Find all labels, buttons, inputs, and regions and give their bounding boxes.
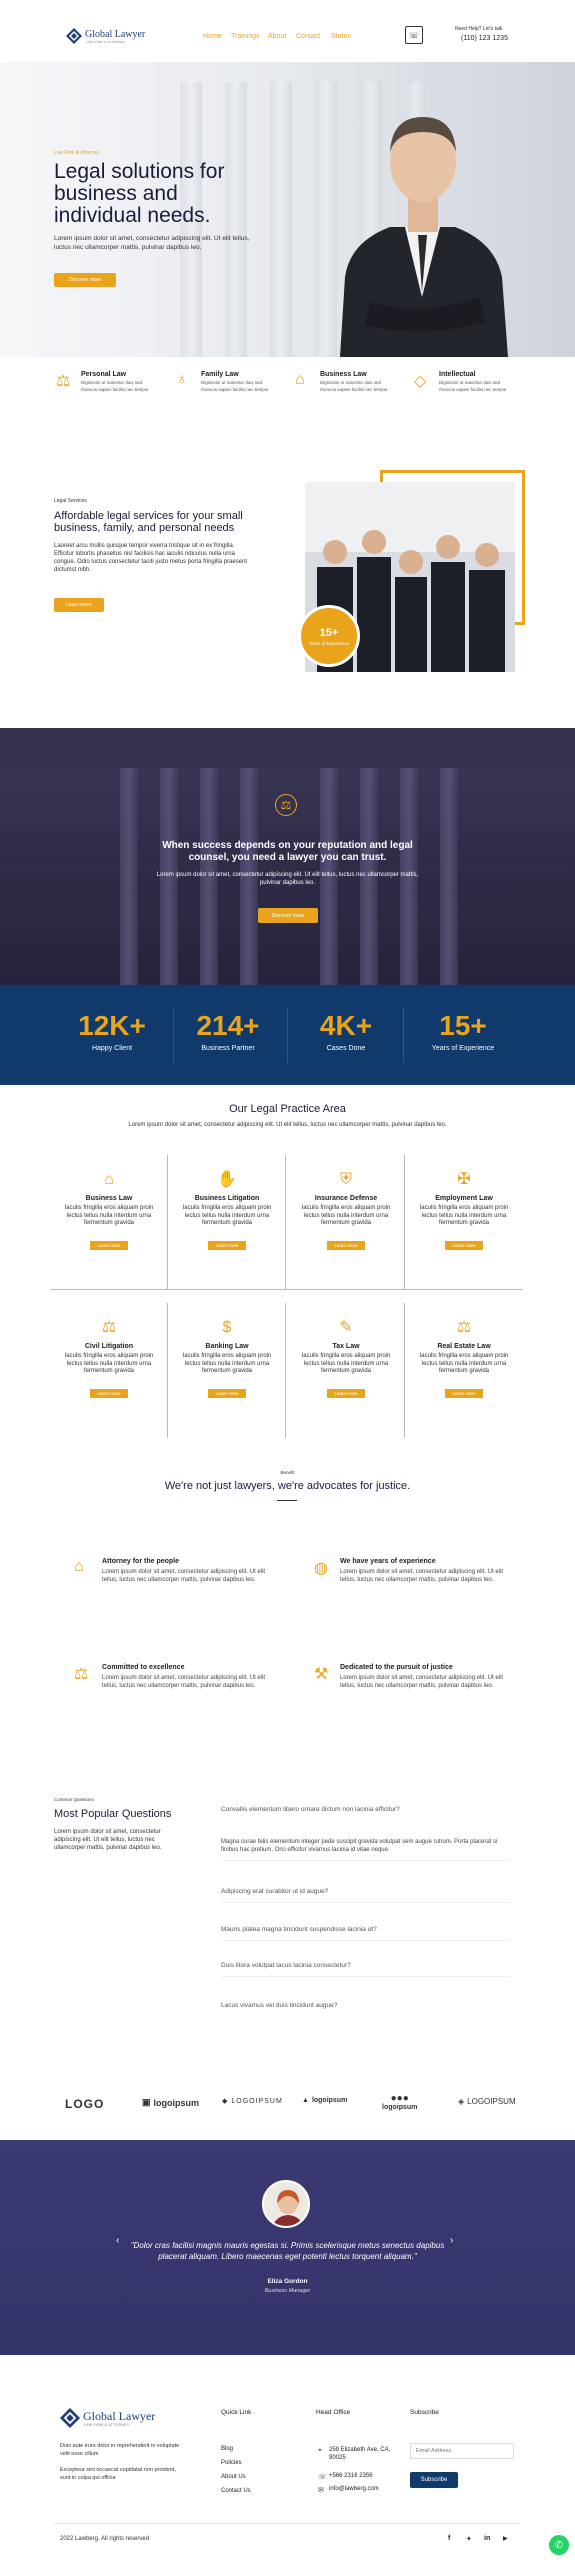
practice-card-desc: Iaculis fringilla eros aliquam proin lectus tellus nulla interdum urna fermentum gravida <box>301 1353 391 1374</box>
testimonial-section <box>0 2140 575 2355</box>
practice-card[interactable] <box>168 1303 286 1438</box>
call-phone[interactable]: (110) 123 1235 <box>461 35 508 42</box>
subscribe-email-input[interactable] <box>410 2443 514 2459</box>
practice-card-desc: Iaculis fringilla eros aliquam proin lectus tellus nulla interdum urna fermentum gravida <box>64 1205 154 1226</box>
banner-column <box>120 768 138 985</box>
family-icon: ♁ <box>176 371 188 388</box>
banner-title: When success depends on your reputation and legal counsel, you need a lawyer you can trust. <box>162 840 413 863</box>
faq-desc: Lorem ipsum dolor sit amet, consectetur adipiscing elit. Ut elit tellus, luctus nec ullamcorper mattis, pulvinar dapibus leo. <box>54 1829 162 1851</box>
practice-card-desc: Iaculis fringilla eros aliquam proin lectus tellus nulla interdum urna fermentum gravida <box>64 1353 154 1374</box>
stat-value: 4K+ <box>319 1010 373 1041</box>
advocate-item-title: Dedicated to the pursuit of justice <box>340 1664 453 1671</box>
stat-label: Years of Experience <box>431 1045 495 1052</box>
brand-tagline: LAW FIRM & ATTORNEY <box>86 40 126 44</box>
facebook-icon[interactable]: f <box>448 2535 451 2542</box>
footer-divider <box>54 2523 520 2524</box>
practice-card-title: Banking Law <box>205 1343 249 1350</box>
about-eyebrow: Legal Services <box>54 498 87 504</box>
practice-card-desc: Iaculis fringilla eros aliquam proin lectus tellus nulla interdum urna fermentum gravida <box>182 1353 272 1374</box>
advocates-section <box>0 1450 575 1750</box>
quick-link-item[interactable]: About Us <box>221 2474 246 2480</box>
twitter-icon[interactable]: ✦ <box>466 2536 472 2543</box>
service-title: Personal Law <box>81 371 127 378</box>
service-title: Family Law <box>201 371 239 378</box>
scales-icon: ⚖ <box>101 1319 117 1336</box>
testimonial-role: Business Manager <box>264 2288 311 2294</box>
service-desc: Dignissim ut nascetur duis sed rhoncus sapien facilisi nec tempor <box>81 380 149 392</box>
about-learn-more-button[interactable]: Learn more <box>54 598 104 612</box>
phone-icon: ☏ <box>318 2474 327 2481</box>
quick-link-item[interactable]: Contact Us <box>221 2488 251 2494</box>
footer-about-2: Excepteur sint occaecat cupidatat non proident, sunt in culpa qui officia <box>60 2467 176 2481</box>
stats-section <box>0 985 575 1085</box>
practice-card-title: Tax Law <box>332 1343 360 1350</box>
practice-card-button[interactable]: Learn more <box>90 1389 128 1398</box>
faq-divider <box>221 1902 511 1903</box>
brand-logo-icon[interactable] <box>66 28 82 44</box>
practice-card-title: Real Estate Law <box>437 1343 491 1350</box>
practice-card-button[interactable]: Learn more <box>445 1241 483 1250</box>
quick-link-item[interactable]: Policies <box>221 2460 242 2466</box>
faq-title: Most Popular Questions <box>54 1808 172 1820</box>
gavel-icon: ⚒ <box>314 1666 329 1683</box>
advocates-title: We're not just lawyers, we're advocates for justice. <box>164 1480 411 1492</box>
title-underline <box>277 1500 297 1501</box>
hero-bg-column <box>270 82 292 357</box>
faq-question[interactable]: Adipiscing erat curabitur ut id augue? <box>221 1888 329 1895</box>
practice-card[interactable] <box>405 1303 523 1438</box>
banner-discover-button[interactable]: Discover more <box>258 908 318 923</box>
practice-card-button[interactable]: Learn more <box>327 1241 365 1250</box>
partner-logo-text: LOGO <box>65 2097 105 2111</box>
advocate-item-desc: Lorem ipsum dolor sit amet, consectetur adipiscing elit. Ut elit tellus, luctus nec ullamcorper mattis, pulvinar dapibus leo. <box>102 1569 266 1583</box>
service-title: Business Law <box>320 371 367 378</box>
practice-card-button[interactable]: Learn more <box>90 1241 128 1250</box>
faq-question[interactable]: Convallis elementum libero ornare dictum non lacinia efficitur? <box>221 1806 400 1813</box>
practice-card[interactable] <box>287 1303 405 1438</box>
practice-card-button[interactable]: Learn more <box>327 1389 365 1398</box>
hero-section <box>0 62 575 357</box>
banner-desc: Lorem ipsum dolor sit amet, consectetur adipiscing elit. Ut elit tellus, luctus nec ullamcorper mattis, pulvinar dapibus leo. <box>156 872 419 886</box>
copyright: 2022 Lawberg. All rights reserved <box>60 2536 150 2542</box>
partner-logo-text: logoipsum <box>382 2104 418 2111</box>
nav-status[interactable]: Status <box>331 33 351 40</box>
building-icon: ⌂ <box>295 371 305 388</box>
logo-mark-icon: ▲ <box>302 2097 309 2104</box>
advocate-item-desc: Lorem ipsum dolor sit amet, consectetur adipiscing elit. Ut elit tellus, luctus nec ullamcorper mattis, pulvinar dapibus leo. <box>340 1569 504 1583</box>
footer-brand-name: Global Lawyer <box>83 2409 156 2423</box>
banner-pediment <box>0 728 575 768</box>
footer-about-1: Duis aute irure dolor in reprehenderit in voluptate velit esse cillum <box>60 2443 180 2457</box>
stat-value: 15+ <box>439 1010 487 1041</box>
nav-about[interactable]: About <box>268 33 287 40</box>
office-address: 259 Elizabeth Ave, CA, 90025 <box>329 2447 391 2461</box>
head-office-heading: Head Office <box>316 2409 351 2416</box>
next-arrow-icon[interactable]: › <box>450 2235 454 2246</box>
site-header <box>0 0 575 62</box>
advocate-item-title: Attorney for the people <box>102 1558 180 1565</box>
faq-answer: Magna curae felis elementum integer pede suscipit gravida volutpat sem augue rutrum. Porta placerat si finibus hac pretium. Orci efficitur vivamus lacinia id vitae neque. <box>221 1839 498 1853</box>
faq-question[interactable]: Duis litora volutpat lacus lacinia consectetur? <box>221 1962 351 1969</box>
footer-brand-tagline: LAW FIRM & ATTORNEY <box>84 2423 130 2427</box>
practice-section <box>0 1085 575 1450</box>
faq-question[interactable]: Lacus vivamus vel duis tincidunt augue? <box>221 2002 338 2009</box>
whatsapp-icon[interactable]: ✆ <box>549 2535 569 2555</box>
about-desc: Laoreet arcu mollis quisque tempor viverra tristique sit in ex fringilla. Efficitur lobortis phasellus nisl facilisis hac iaculis ridiculus nulla urna congue. Odio luctus consectetur taciti justo metus porta fringilla praesent dictumst nibh. <box>54 543 248 573</box>
service-desc: Dignissim ut nascetur duis sed rhoncus sapien facilisi nec tempor <box>320 380 388 392</box>
practice-card-title: Employment Law <box>435 1195 493 1202</box>
practice-card-button[interactable]: Learn more <box>445 1389 483 1398</box>
stat-value: 214+ <box>196 1010 260 1041</box>
advocate-item-title: We have years of experience <box>340 1558 436 1565</box>
shield-icon: ⛨ <box>339 1171 352 1188</box>
document-icon: ✎ <box>339 1319 353 1336</box>
office-email[interactable]: info@lawberg.com <box>329 2486 379 2492</box>
location-icon: ⌖ <box>318 2447 322 2454</box>
practice-card-desc: Iaculis fringilla eros aliquam proin lectus tellus nulla interdum urna fermentum gravida <box>301 1205 391 1226</box>
logo-mark-icon: ▣ <box>142 2097 151 2107</box>
call-label: Need Help? Let's talk <box>455 26 503 32</box>
practice-card-title: Business Litigation <box>194 1195 260 1202</box>
practice-card-desc: Iaculis fringilla eros aliquam proin lectus tellus nulla interdum urna fermentum gravida <box>419 1205 509 1226</box>
scales-icon: ⚖ <box>456 1319 472 1336</box>
stat-label: Cases Done <box>326 1045 366 1052</box>
practice-card-title: Insurance Defense <box>314 1195 378 1202</box>
partner-logo <box>458 2097 516 2106</box>
practice-card-button[interactable]: Learn more <box>208 1389 246 1398</box>
people-icon: ✠ <box>457 1171 471 1188</box>
experience-badge <box>298 605 360 667</box>
linkedin-icon[interactable]: in <box>484 2535 491 2542</box>
service-title: Intellectual <box>439 371 476 378</box>
practice-card[interactable] <box>168 1155 286 1290</box>
quick-link-heading: Quick Link <box>221 2409 252 2416</box>
handshake-icon: ✋ <box>217 1171 237 1188</box>
services-row <box>0 357 575 417</box>
advocate-item-title: Committed to excellence <box>102 1664 185 1671</box>
stat-value: 12K+ <box>78 1010 146 1041</box>
banner-column <box>440 768 458 985</box>
nav-home[interactable]: Home <box>203 33 222 40</box>
about-section <box>0 470 575 700</box>
practice-card[interactable] <box>50 1303 168 1438</box>
email-icon: ✉ <box>318 2487 324 2494</box>
logo-mark-icon: ◆ <box>222 2098 229 2105</box>
quick-link-item[interactable]: Blog <box>221 2446 234 2452</box>
logo-mark-icon: ◈ <box>458 2097 465 2106</box>
advocate-item-desc: Lorem ipsum dolor sit amet, consectetur adipiscing elit. Ut elit tellus, luctus nec ullamcorper mattis, pulvinar dapibus leo. <box>340 1675 504 1689</box>
practice-desc: Lorem ipsum dolor sit amet, consectetur adipiscing elit. Ut elit tellus, luctus nec ullamcorper mattis, pulvinar dapibus leo. <box>128 1122 447 1128</box>
practice-card[interactable] <box>50 1155 168 1290</box>
experience-badge-label: Years of Experience <box>308 640 350 646</box>
money-icon: $ <box>222 1319 232 1336</box>
partner-logos <box>0 2085 575 2135</box>
about-title: Affordable legal services for your small business, family, and personal needs <box>54 510 243 534</box>
partner-logo-text: LOGOIPSUM <box>231 2097 283 2105</box>
testimonial-avatar <box>262 2180 310 2228</box>
advocate-item-desc: Lorem ipsum dolor sit amet, consectetur adipiscing elit. Ut elit tellus, luctus nec ullamcorper mattis, pulvinar dapibus leo. <box>102 1675 266 1689</box>
partner-logo-text: logoipsum <box>311 2097 348 2104</box>
footer-logo-icon <box>60 2408 80 2428</box>
faq-divider <box>221 1860 511 1861</box>
practice-card-desc: Iaculis fringilla eros aliquam proin lectus tellus nulla interdum urna fermentum gravida <box>419 1353 509 1374</box>
faq-question[interactable]: Mauris platea magna tincidunt suspendisse lacinia ut? <box>221 1926 377 1933</box>
hero-desc: Lorem ipsum dolor sit amet, consectetur adipiscing elit. Ut elit tellus, luctus nec ullamcorper mattis, pulvinar dapibus leo. <box>54 235 250 251</box>
scales-icon: ⚖ <box>74 1666 89 1683</box>
service-desc: Dignissim ut nascetur duis sed rhoncus sapien facilisi nec tempor <box>439 380 507 392</box>
logo-mark-icon: ●●● <box>390 2093 409 2104</box>
site-footer <box>0 2355 575 2560</box>
faq-eyebrow: Common Questions <box>54 1797 94 1802</box>
globe-icon: ◍ <box>314 1560 328 1577</box>
phone-icon[interactable]: ☏ <box>405 26 423 44</box>
practice-card-title: Business Law <box>85 1195 133 1202</box>
trust-banner <box>0 728 575 985</box>
practice-card[interactable] <box>287 1155 405 1290</box>
nav-trainings[interactable]: Trainings <box>231 33 260 40</box>
faq-divider <box>221 1976 511 1977</box>
stat-label: Happy Client <box>91 1045 133 1052</box>
practice-card-title: Civil Litigation <box>84 1343 134 1350</box>
partner-logo <box>222 2097 283 2105</box>
banner-scales-icon: ⚖ <box>275 794 297 816</box>
hero-title: Legal solutions for business and individual needs. <box>54 160 225 227</box>
faq-divider <box>221 1940 511 1941</box>
nav-contact[interactable]: Contact <box>296 33 321 40</box>
practice-card-desc: Iaculis fringilla eros aliquam proin lectus tellus nulla interdum urna fermentum gravida <box>182 1205 272 1226</box>
scales-icon: ⚖ <box>56 373 71 390</box>
partner-logo <box>142 2097 199 2108</box>
hero-lawyer-image <box>330 77 515 357</box>
subscribe-heading: Subscribe <box>410 2409 439 2416</box>
bank-icon: ⌂ <box>74 1558 84 1575</box>
partner-logo <box>302 2097 347 2104</box>
youtube-icon[interactable]: ▶ <box>503 2536 508 2542</box>
stat-label: Business Partner <box>201 1045 255 1052</box>
bank-icon: ⌂ <box>104 1171 114 1188</box>
practice-title: Our Legal Practice Area <box>229 1103 346 1115</box>
diamond-icon: ◇ <box>414 373 427 390</box>
service-desc: Dignissim ut nascetur duis sed rhoncus sapien facilisi nec tempor <box>201 380 269 392</box>
advocates-eyebrow: Benefit <box>280 1470 295 1475</box>
hero-discover-button[interactable]: Discover more <box>54 273 116 287</box>
office-phone[interactable]: +566 2316 2356 <box>329 2473 373 2479</box>
faq-section <box>0 1780 575 2030</box>
testimonial-name: Eliza Gordon <box>267 2278 308 2285</box>
partner-logo <box>65 2097 104 2111</box>
partner-logo-text: logoipsum <box>153 2097 200 2108</box>
subscribe-button[interactable]: Subscribe <box>410 2472 458 2488</box>
brand-name[interactable]: Global Lawyer <box>85 29 146 40</box>
prev-arrow-icon[interactable]: ‹ <box>116 2235 120 2246</box>
practice-card[interactable] <box>405 1155 523 1290</box>
practice-card-button[interactable]: Learn more <box>208 1241 246 1250</box>
partner-logo-text: LOGOIPSUM <box>467 2097 516 2106</box>
experience-badge-number: 15+ <box>319 626 339 639</box>
hero-eyebrow: Law Firm & Attorney <box>54 150 100 156</box>
testimonial-quote: "Dolor cras facilisi magnis mauris egestas si. Primis scelerisque metus senectus dapibus placerat aliquam. Libero maecenas eget potenti lectus torquent aliquam." <box>130 2241 445 2261</box>
partner-logo <box>382 2093 417 2111</box>
